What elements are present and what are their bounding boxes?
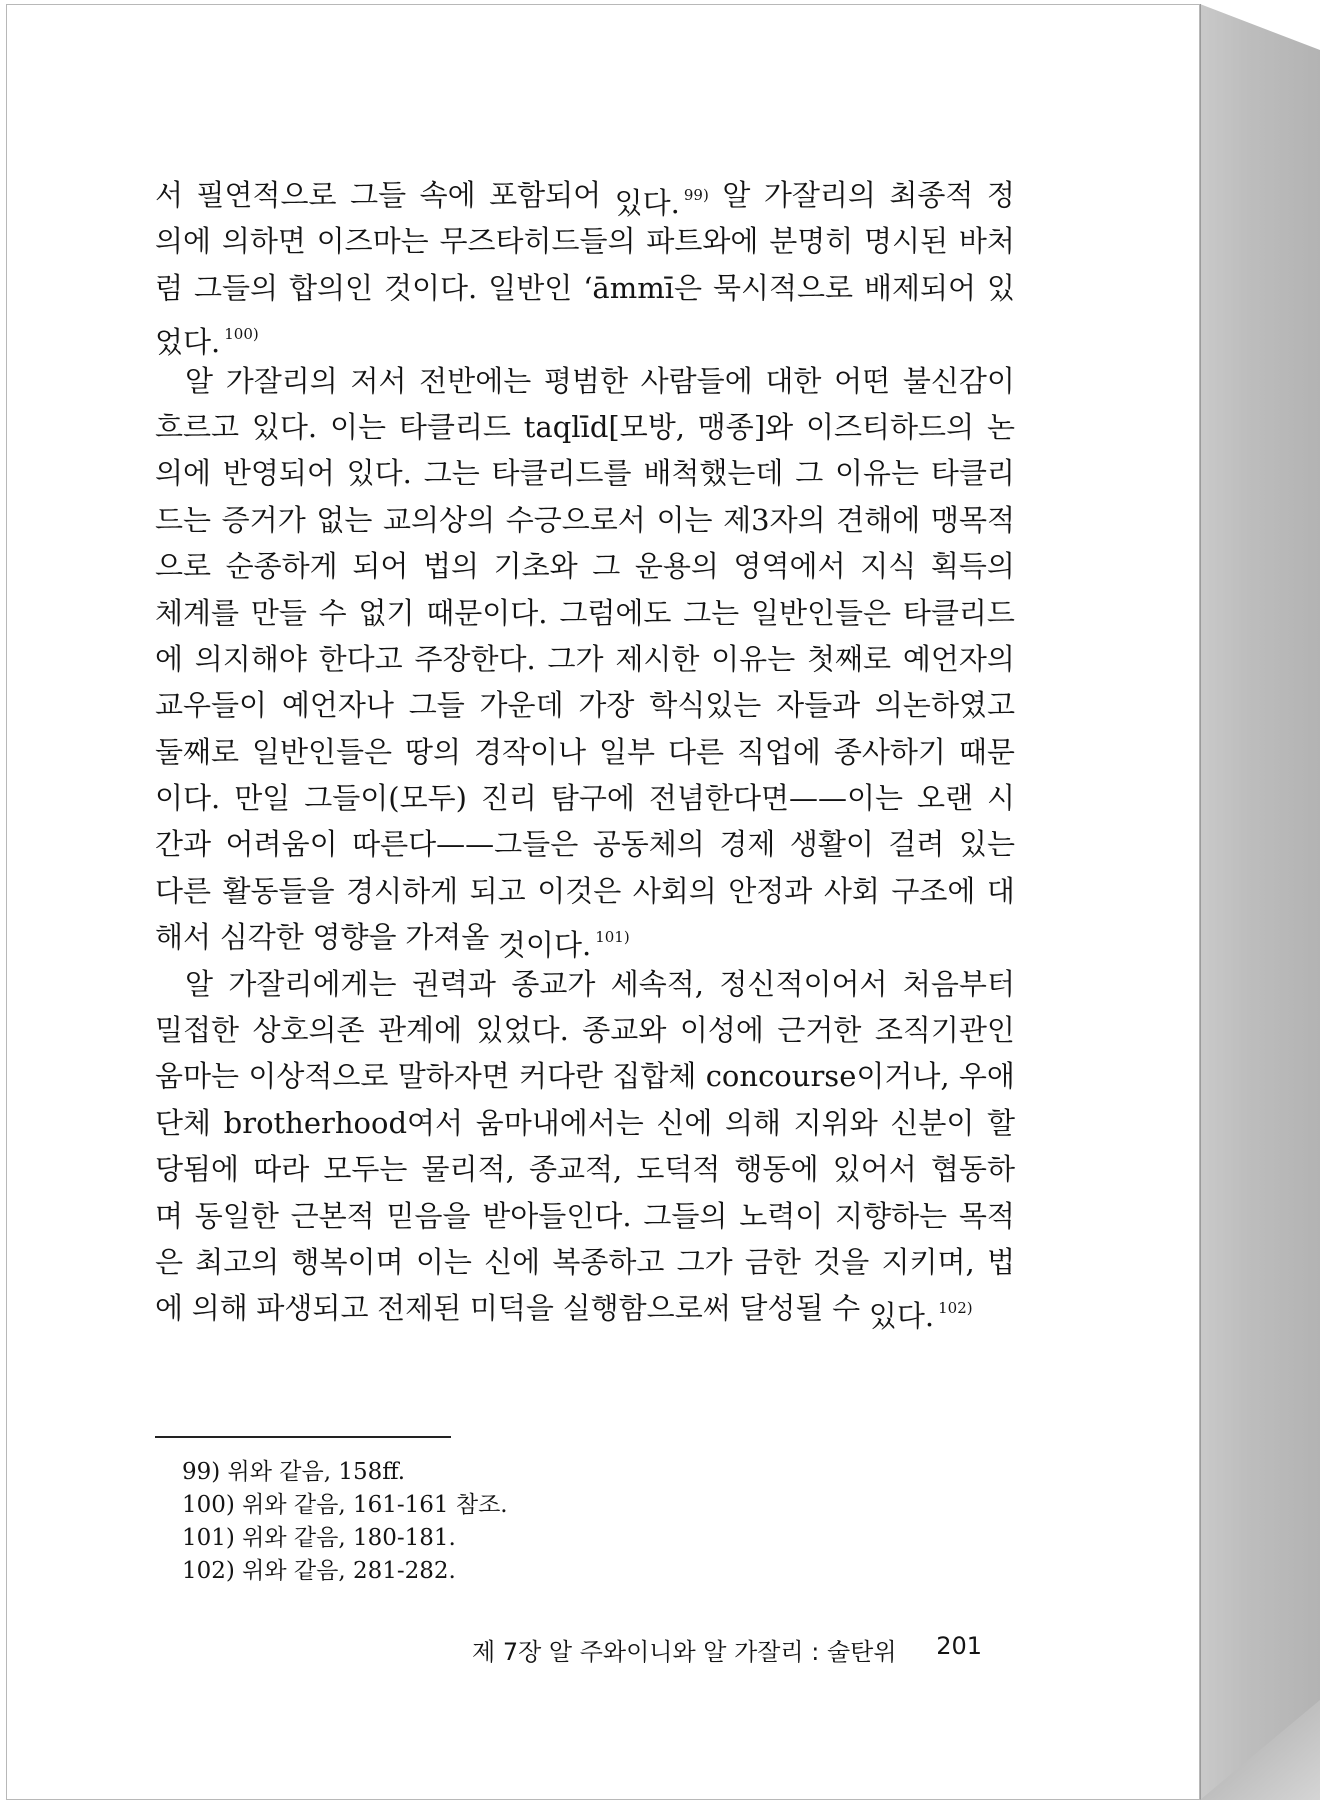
body-word: 알	[722, 178, 751, 212]
body-word: 복종하고	[552, 1244, 665, 1279]
body-word: 다른	[667, 734, 724, 769]
body-word: 그들	[408, 688, 465, 723]
body-word: 사회	[823, 873, 880, 908]
body-word: 어떤	[834, 363, 891, 398]
body-word: 관계에	[378, 1013, 463, 1048]
body-word: 되어	[352, 549, 409, 584]
body-word: 가잘리의	[763, 178, 876, 212]
body-word: 그들의	[193, 270, 279, 305]
body-word: 영역에서	[733, 549, 846, 584]
body-word: 있다.	[251, 409, 318, 444]
body-word: 없기	[358, 595, 415, 630]
body-word: 만들	[250, 595, 307, 630]
body-line	[155, 543, 1015, 589]
body-word: 이성에	[679, 1013, 764, 1048]
body-line	[155, 404, 1015, 450]
body-word: 체계를	[155, 595, 240, 630]
body-word: 기초와	[493, 549, 578, 584]
body-line	[155, 311, 1015, 360]
body-word: concourse이거나,	[705, 1059, 950, 1094]
body-line	[155, 636, 1015, 682]
body-word: 최종적	[889, 178, 974, 212]
body-word: 배척했는데	[643, 456, 784, 491]
body-word: 정	[986, 178, 1015, 212]
body-word: 우애	[958, 1059, 1015, 1094]
body-word: 간과	[155, 827, 212, 862]
body-line	[155, 1146, 1015, 1192]
body-word: 안정과	[728, 873, 813, 908]
body-word: 합의인	[288, 270, 374, 305]
body-word: 집합체	[612, 1059, 697, 1094]
body-word: 있다.	[346, 456, 412, 491]
body-word: 제3자의	[723, 502, 826, 537]
body-word: 가져올	[405, 920, 490, 955]
footnote-100: 100) 위와 같음, 161-161 참조.	[182, 1492, 508, 1518]
body-word: 바처	[958, 224, 1015, 259]
body-word: 의에	[155, 224, 212, 259]
body-word: ‘āmmī은	[583, 270, 702, 305]
body-word: 그	[592, 549, 621, 584]
body-word: 은	[155, 1244, 184, 1279]
body-word: 그	[795, 456, 824, 491]
footnote-reference: 99)	[683, 186, 709, 204]
body-word: 종교적,	[528, 1152, 623, 1187]
body-word: 종교가	[511, 966, 596, 1001]
body-word: 도덕적	[636, 1152, 721, 1187]
body-word: 행복이며	[291, 1244, 404, 1279]
body-word: 에	[155, 1291, 184, 1326]
body-line	[155, 914, 1015, 963]
body-line	[155, 450, 1015, 496]
body-word: 이다.	[155, 781, 221, 816]
body-line	[155, 821, 1015, 867]
body-word: 권력과	[411, 966, 496, 1001]
body-word: 처음부터	[902, 966, 1015, 1001]
body-word: 맹종]와	[697, 409, 794, 444]
body-word: 걸려	[888, 827, 945, 862]
body-word: 최고의	[195, 1244, 280, 1279]
body-word: 따른다——그들은	[352, 827, 579, 862]
body-word: 그가	[547, 641, 604, 676]
body-word: 대한	[765, 363, 822, 398]
body-word: 타클리드	[398, 409, 511, 444]
body-word: 생활이	[789, 827, 874, 862]
body-line	[155, 682, 1015, 728]
body-word: 증거가	[221, 502, 306, 537]
body-line	[155, 218, 1015, 264]
body-word: 타클리드를	[491, 456, 632, 491]
body-word: 둘째로	[155, 734, 240, 769]
body-line	[155, 775, 1015, 821]
body-line	[155, 729, 1015, 775]
body-word: 의에	[155, 456, 212, 491]
body-word: 말하자면	[397, 1059, 510, 1094]
body-line	[155, 868, 1015, 914]
body-word: 가잘리에게는	[228, 966, 397, 1001]
body-word: 배제되어	[863, 270, 977, 305]
body-word: 전반에는	[419, 363, 532, 398]
body-word: 어려움이	[225, 827, 338, 862]
body-word: 법	[986, 1244, 1015, 1279]
body-word: 타클리드	[902, 595, 1015, 630]
body-word: 종사하기	[833, 734, 946, 769]
body-word: 이는	[656, 502, 713, 537]
body-word: 으로	[155, 549, 212, 584]
body-word: 활동들을	[222, 873, 335, 908]
body-line	[155, 172, 1015, 218]
body-word: 의논하였고	[874, 688, 1015, 723]
body-word: 세속적,	[610, 966, 705, 1001]
body-line	[155, 590, 1015, 636]
body-word: 그럼에도	[559, 595, 672, 630]
body-word: 맹목적	[930, 502, 1015, 537]
body-word: 일반인들은	[251, 734, 393, 769]
body-word: 논	[986, 409, 1015, 444]
footnote-reference: 101)	[595, 928, 630, 947]
body-word: 필연적으로	[196, 178, 337, 212]
body-word: 의하면	[221, 224, 306, 259]
body-word: 밀접한	[155, 1013, 240, 1048]
body-line	[155, 1239, 1015, 1285]
footnote-99: 99) 위와 같음, 158ff.	[182, 1459, 406, 1485]
body-word: 종교와	[582, 1013, 667, 1048]
body-word: 공동체의	[592, 827, 705, 862]
body-word: 사회의	[632, 873, 717, 908]
body-word: 조직기관인	[874, 1013, 1015, 1048]
body-word: 가운데	[479, 688, 564, 723]
body-word: 이상적으로	[248, 1059, 389, 1094]
body-word: 파트와에	[646, 224, 759, 259]
body-word: 심각한	[219, 920, 304, 955]
body-word: 실행함으로써	[562, 1291, 731, 1326]
body-word: 일반인	[488, 270, 573, 305]
body-word: 학식있는	[649, 688, 762, 723]
body-word: 때문	[958, 734, 1015, 769]
body-line	[155, 1193, 1015, 1239]
body-word: 의해	[191, 1291, 248, 1326]
body-word: 이즈마는	[316, 224, 429, 259]
body-word: 순종하게	[225, 549, 338, 584]
body-word: 탐구에	[550, 781, 635, 816]
body-line	[155, 1285, 1015, 1334]
body-word: 받아들인다.	[482, 1198, 632, 1233]
body-word: 었다. $^{100)}$	[155, 325, 259, 360]
body-word: 자들과	[776, 688, 861, 723]
body-word: 이유는	[835, 456, 920, 491]
body-word: 이는	[329, 409, 387, 444]
footnote-reference: 100)	[224, 325, 259, 344]
body-word: 첫째로	[807, 641, 892, 676]
book-edge-side	[1200, 4, 1320, 1800]
body-word: 직업에	[736, 734, 821, 769]
body-word: 협동하	[930, 1152, 1015, 1187]
book-edge-line	[1200, 4, 1201, 1800]
body-word: 에	[155, 641, 184, 676]
body-word: 그들의	[643, 1198, 728, 1233]
body-word: 움마내에서는	[475, 1105, 644, 1140]
body-word: 따라	[253, 1152, 310, 1187]
body-word: 교우들이	[155, 688, 268, 723]
body-word: 해서	[155, 920, 212, 955]
body-word: 땅의	[405, 734, 462, 769]
body-word: 타클리	[930, 456, 1015, 491]
body-word: 분명히	[769, 224, 854, 259]
body-word: 드는	[155, 502, 212, 537]
body-word: 지식	[860, 549, 917, 584]
body-word: taqlīd[모방,	[523, 409, 685, 444]
body-word: 이유는	[711, 641, 796, 676]
body-word: 운용의	[634, 549, 719, 584]
body-word: 명시된	[864, 224, 949, 259]
body-word: 평범한	[543, 363, 628, 398]
body-line	[155, 1053, 1015, 1099]
body-word: 가잘리의	[225, 363, 338, 398]
body-word: 전념한다면——이는	[648, 781, 904, 816]
body-word: 예언자의	[902, 641, 1015, 676]
body-word: 전제된	[377, 1291, 462, 1326]
body-word: 구조에	[891, 873, 976, 908]
body-word: 근본적	[290, 1198, 375, 1233]
body-word: 목적	[958, 1198, 1015, 1233]
body-word: 포함되어	[489, 178, 602, 212]
body-word: 것을	[813, 1244, 870, 1279]
body-word: 다른	[155, 873, 212, 908]
body-word: 그가	[676, 1244, 733, 1279]
body-word: 있다. $^{99)}$	[614, 186, 709, 220]
body-word: 수	[832, 1291, 861, 1326]
body-word: 만일	[234, 781, 291, 816]
body-word: 교의상의	[383, 502, 496, 537]
body-word: 단체	[155, 1105, 212, 1140]
body-line	[155, 1007, 1015, 1053]
body-line	[155, 1100, 1015, 1146]
body-word: 진리	[480, 781, 537, 816]
body-word: 경시하게	[346, 873, 459, 908]
body-word: 불신감이	[902, 363, 1015, 398]
body-word: 의해	[725, 1105, 782, 1140]
body-line	[155, 961, 1015, 1007]
body-word: 때문이다.	[426, 595, 548, 630]
body-word: 경제	[719, 827, 776, 862]
body-word: 서	[155, 178, 184, 212]
body-word: 커다란	[519, 1059, 604, 1094]
body-word: 의지해야	[194, 641, 307, 676]
body-word: 수	[318, 595, 347, 630]
body-word: 금한	[744, 1244, 801, 1279]
body-word: 미덕을	[469, 1291, 554, 1326]
body-word: 일반인들은	[750, 595, 892, 630]
body-word: brotherhood여서	[223, 1105, 464, 1140]
body-word: 획득의	[930, 549, 1015, 584]
body-word: 그는	[683, 595, 740, 630]
body-word: 정신적이어서	[719, 966, 888, 1001]
body-word: 이것은	[537, 873, 622, 908]
body-word: 속에	[419, 178, 476, 212]
body-word: 동일한	[194, 1198, 279, 1233]
body-word: 것이다. $^{101)}$	[497, 928, 630, 963]
body-word: 며	[155, 1198, 184, 1233]
body-word: 당됨에	[155, 1152, 240, 1187]
body-word: 럼	[155, 270, 184, 305]
body-word: 신에	[656, 1105, 713, 1140]
body-word: 모두는	[323, 1152, 408, 1187]
body-word: 묵시적으로	[712, 270, 854, 305]
body-word: 지향하는	[835, 1198, 948, 1233]
body-word: 신분이	[890, 1105, 975, 1140]
running-footer	[472, 1632, 982, 1667]
footnote-reference: 102)	[938, 1299, 973, 1318]
body-word: 달성될	[739, 1291, 824, 1326]
body-word: 경작이나	[473, 734, 587, 769]
page-number: 201	[936, 1632, 982, 1660]
body-word: 파생되고	[256, 1291, 369, 1326]
body-word: 지키며,	[881, 1244, 975, 1279]
chapter-title: 제 7장 알 주와이니와 알 가잘리 : 술탄위	[472, 1638, 897, 1666]
body-word: 근거한	[777, 1013, 862, 1048]
body-word: 반영되어	[222, 456, 335, 491]
body-word: 있어서	[832, 1152, 917, 1187]
body-line	[155, 265, 1015, 311]
body-word: 사람들에	[640, 363, 753, 398]
body-word: 그들이(모두)	[304, 781, 467, 816]
body-word: 시	[986, 781, 1015, 816]
body-word: 견해에	[836, 502, 921, 537]
footnote-101: 101) 위와 같음, 180-181.	[182, 1525, 456, 1551]
body-word: 저서	[350, 363, 407, 398]
body-word: 대	[986, 873, 1015, 908]
body-word: 없는	[316, 502, 373, 537]
body-word: 법의	[422, 549, 479, 584]
body-word: 알	[185, 363, 214, 398]
body-word: 그들	[350, 178, 407, 212]
body-word: 할	[986, 1105, 1015, 1140]
body-word: 주장한다.	[414, 641, 536, 676]
body-word: 있었다.	[475, 1013, 569, 1048]
body-word: 지위와	[793, 1105, 878, 1140]
footnote-102: 102) 위와 같음, 281-282.	[182, 1558, 456, 1584]
body-word: 있는	[958, 827, 1015, 862]
body-word: 노력이	[739, 1198, 824, 1233]
body-word: 가장	[578, 688, 635, 723]
body-word: 있다. $^{102)}$	[868, 1299, 973, 1334]
body-word: 믿음을	[386, 1198, 471, 1233]
body-word: 신에	[484, 1244, 541, 1279]
body-line	[155, 358, 1015, 404]
body-word: 무즈타히드들의	[439, 224, 636, 259]
body-line	[155, 497, 1015, 543]
body-word: 제시한	[615, 641, 700, 676]
body-word: 것이다.	[383, 270, 478, 305]
body-word: 움마는	[155, 1059, 240, 1094]
body-word: 행동에	[734, 1152, 819, 1187]
body-text	[155, 172, 1015, 1332]
body-word: 수긍으로서	[505, 502, 646, 537]
body-word: 오랜	[916, 781, 974, 816]
body-word: 알	[185, 966, 214, 1001]
body-word: 이즈티하드의	[806, 409, 975, 444]
body-word: 흐르고	[155, 409, 240, 444]
body-word: 그는	[423, 456, 480, 491]
body-word: 한다고	[318, 641, 403, 676]
body-word: 예언자나	[281, 688, 394, 723]
body-word: 상호의존	[252, 1013, 365, 1048]
body-word: 있	[986, 270, 1015, 305]
footnotes	[182, 1456, 508, 1588]
body-word: 영향을	[312, 920, 397, 955]
body-word: 이는	[415, 1244, 472, 1279]
body-word: 되고	[469, 873, 526, 908]
body-word: 물리적,	[421, 1152, 515, 1187]
footnote-rule	[155, 1436, 451, 1438]
body-word: 일부	[598, 734, 655, 769]
